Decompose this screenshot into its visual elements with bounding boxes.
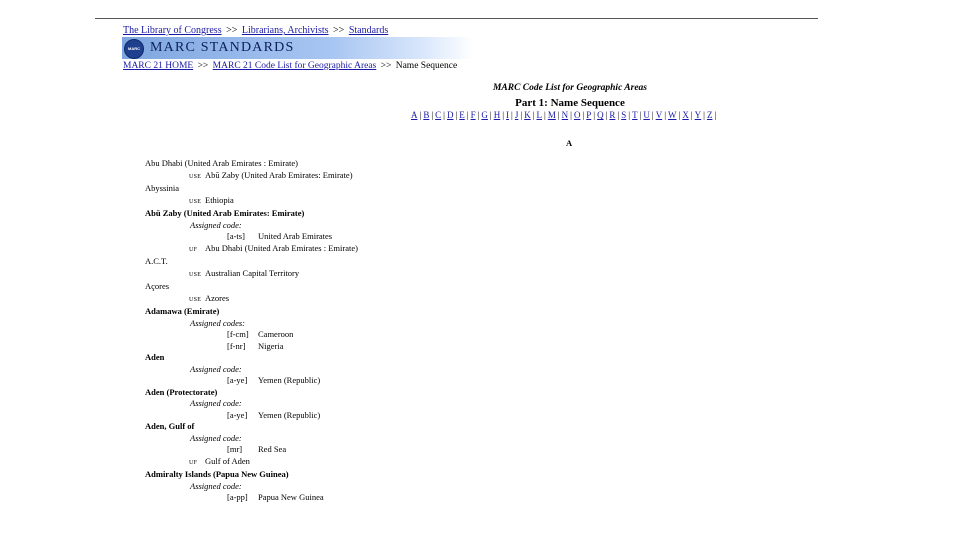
assigned-code-label: Assigned code:	[190, 480, 242, 491]
geographic-code: [a-ts]	[227, 231, 245, 241]
page-heading: MARC Code List for Geographic Areas	[492, 83, 648, 93]
letter-separator: |	[502, 110, 505, 120]
letter-separator: |	[455, 110, 458, 120]
code-area-name: Yemen (Republic)	[258, 375, 321, 385]
letter-separator: |	[520, 110, 523, 120]
letter-separator: |	[714, 110, 717, 120]
code-area-name: Nigeria	[258, 340, 284, 351]
letter-separator: |	[419, 110, 422, 120]
entry-term: A.C.T.	[145, 256, 168, 266]
banner-title: MARC STANDARDS	[150, 40, 295, 55]
letter-link-e[interactable]: E	[459, 110, 465, 120]
letter-separator: |	[651, 110, 654, 120]
use-target: Ethiopia	[205, 194, 234, 205]
letter-separator: |	[593, 110, 596, 120]
letter-separator: |	[617, 110, 620, 120]
entry-term: Aden (Protectorate)	[145, 386, 218, 397]
crumb-marc21-home[interactable]: MARC 21 HOME	[123, 61, 194, 71]
letter-link-u[interactable]: U	[643, 110, 650, 120]
code-row	[145, 329, 565, 341]
code-row	[145, 341, 565, 353]
letter-link-o[interactable]: O	[573, 110, 581, 120]
assigned-code-label: Assigned codes:	[190, 317, 246, 328]
letter-separator: |	[431, 110, 434, 120]
use-target: Abū Zaby (United Arab Emirates: Emirate)	[205, 169, 353, 180]
assigned-code-label: Assigned code:	[190, 219, 242, 230]
letter-separator: |	[639, 110, 642, 120]
assigned-code-label: Assigned code:	[190, 398, 242, 408]
letter-link-x[interactable]: X	[682, 110, 689, 120]
letter-separator: |	[664, 110, 666, 120]
letter-separator: |	[544, 110, 546, 120]
marc-logo-text: MARC	[128, 46, 140, 51]
uf-label: UF	[189, 246, 198, 253]
letter-separator: |	[605, 110, 608, 120]
code-row	[145, 410, 565, 422]
letter-separator: |	[489, 110, 492, 120]
letter-separator: |	[466, 110, 469, 120]
letter-link-j[interactable]: J	[514, 110, 519, 120]
letter-link-v[interactable]: V	[655, 110, 663, 120]
entry-term: Abu Dhabi (United Arab Emirates : Emirate)	[145, 158, 298, 168]
section-letter: A	[566, 138, 573, 148]
code-area-name: United Arab Emirates	[258, 231, 333, 241]
letter-link-h[interactable]: H	[493, 110, 501, 120]
entry-list	[145, 158, 565, 504]
letter-link-q[interactable]: Q	[597, 110, 604, 120]
code-row	[145, 231, 565, 243]
letter-separator: |	[582, 110, 585, 120]
uf-reference	[145, 243, 565, 257]
letter-link-c[interactable]: C	[435, 110, 442, 120]
letter-separator: |	[678, 110, 681, 120]
uf-target: Gulf of Aden	[205, 455, 250, 466]
crumb-separator: >>	[226, 25, 238, 36]
assigned-code-label: Assigned code:	[190, 432, 242, 443]
use-reference	[145, 170, 565, 184]
entry-term: Abyssinia	[145, 183, 179, 193]
letter-link-p[interactable]: P	[586, 110, 592, 120]
letter-link-n[interactable]: N	[561, 110, 569, 120]
use-reference	[145, 268, 565, 282]
letter-link-f[interactable]: F	[470, 110, 476, 120]
letter-link-i[interactable]: I	[506, 110, 510, 120]
entry-term: Açores	[145, 281, 170, 291]
letter-separator: |	[703, 110, 705, 120]
letter-link-k[interactable]: K	[524, 110, 531, 120]
code-row	[145, 444, 565, 456]
top-divider	[95, 18, 818, 19]
letter-separator: |	[690, 110, 693, 120]
geographic-code: [a-pp]	[227, 492, 248, 502]
entry-term: Admiralty Islands (Papua New Guinea)	[145, 469, 289, 479]
letter-link-b[interactable]: B	[423, 110, 430, 120]
letter-separator: |	[628, 110, 631, 120]
letter-link-w[interactable]: W	[668, 110, 677, 120]
geographic-code: [f-nr]	[227, 340, 246, 351]
geographic-code: [a-ye]	[227, 375, 248, 385]
letter-link-d[interactable]: D	[446, 110, 454, 120]
marc-standards-banner	[122, 37, 474, 59]
use-reference	[145, 195, 565, 209]
code-area-name: Cameroon	[258, 329, 294, 339]
crumb-separator: >>	[333, 25, 345, 36]
assigned-code-label: Assigned code:	[190, 363, 242, 374]
crumb-library-of-congress[interactable]: The Library of Congress	[123, 25, 222, 36]
crumb-separator: >>	[380, 61, 392, 71]
geographic-code: [f-cm]	[227, 329, 249, 339]
crumb-separator: >>	[197, 61, 209, 71]
uf-label: UF	[189, 459, 198, 466]
code-area-name: Yemen (Republic)	[258, 409, 321, 420]
alphabet-index	[410, 110, 717, 120]
marc-logo-icon[interactable]	[124, 39, 144, 59]
letter-link-g[interactable]: G	[481, 110, 488, 120]
crumb-current: Name Sequence	[395, 61, 458, 71]
breadcrumb-sub	[123, 61, 457, 71]
code-row	[145, 492, 565, 504]
letter-link-l[interactable]: L	[536, 110, 542, 120]
use-reference	[145, 293, 565, 307]
letter-link-a[interactable]: A	[411, 110, 418, 120]
letter-link-m[interactable]: M	[547, 110, 556, 120]
entry-term: Abū Zaby (United Arab Emirates: Emirate)	[145, 208, 305, 218]
entry-term: Aden, Gulf of	[145, 421, 195, 431]
letter-link-s[interactable]: S	[621, 110, 627, 120]
use-label: USE	[189, 296, 202, 303]
letter-separator: |	[477, 110, 480, 120]
code-area-name: Red Sea	[258, 444, 287, 454]
geographic-code: [mr]	[227, 444, 243, 454]
letter-separator: |	[511, 110, 513, 120]
geographic-code: [a-ye]	[227, 409, 248, 420]
letter-separator: |	[570, 110, 572, 120]
crumb-standards[interactable]: Standards	[348, 25, 389, 36]
use-target: Australian Capital Territory	[205, 267, 300, 278]
letter-link-t[interactable]: T	[632, 110, 638, 120]
breadcrumb-top	[123, 25, 388, 36]
letter-link-y[interactable]: Y	[694, 110, 702, 120]
use-label: USE	[189, 198, 202, 205]
entry-term: Aden	[145, 352, 165, 362]
use-label: USE	[189, 271, 202, 278]
crumb-librarians-archivists[interactable]: Librarians, Archivists	[241, 25, 329, 36]
letter-separator: |	[443, 110, 445, 120]
uf-target: Abu Dhabi (United Arab Emirates : Emirate)	[205, 242, 358, 253]
entry-term: Adamawa (Emirate)	[145, 306, 220, 316]
code-area-name: Papua New Guinea	[258, 492, 324, 502]
code-row	[145, 375, 565, 387]
crumb-geographic-areas[interactable]: MARC 21 Code List for Geographic Areas	[212, 61, 377, 71]
letter-separator: |	[532, 110, 535, 120]
letter-link-r[interactable]: R	[609, 110, 616, 120]
letter-link-z[interactable]: Z	[706, 110, 713, 120]
uf-reference	[145, 456, 565, 470]
use-label: USE	[189, 173, 202, 180]
page-subheading: Part 1: Name Sequence	[515, 97, 625, 109]
use-target: Azores	[205, 292, 230, 303]
letter-separator: |	[557, 110, 560, 120]
